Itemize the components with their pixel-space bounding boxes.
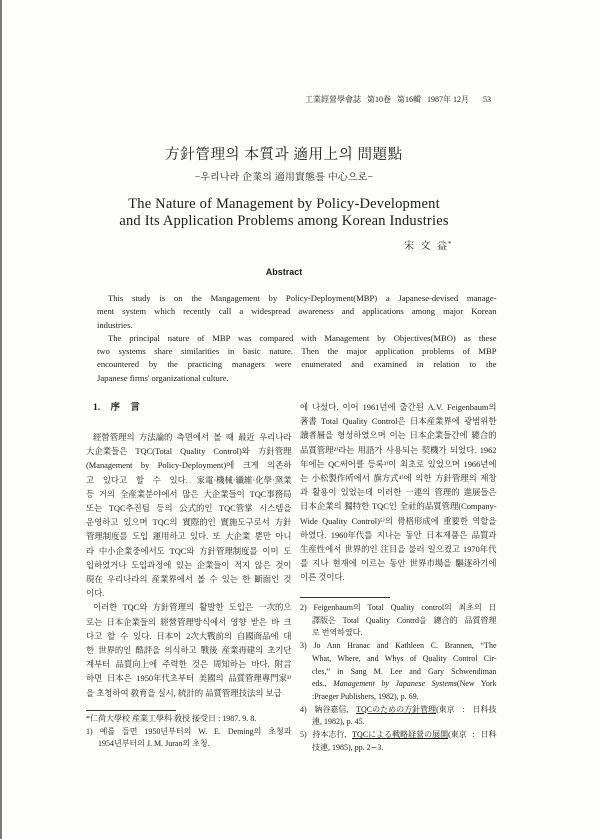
line-text: 또는 TQC추진팀 등의 公式的인 TQC管掌 시스템을: [86, 504, 292, 514]
english-title: [60, 196, 508, 230]
line-text: 1) 예를 들면 1950년부터의 W. E. Deming의 초청과: [86, 726, 292, 736]
line-text: 계부터 品質向上에 주력한 것은 周知하는 바다. 附言: [86, 660, 292, 670]
text-line: [86, 545, 292, 559]
text-line: [312, 666, 497, 679]
paragraph: [300, 401, 497, 586]
line-text: 大企業들은 TQC(Total Quality Control)와 方針管理: [86, 447, 292, 457]
line-text: 管理制度를 도입 運用하고 있다. 또 大企業 뿐만 아니: [86, 532, 292, 542]
line-text: 입하였거나 도입과정에 있는 企業들이 적지 않은 것이: [86, 560, 292, 570]
line-text: 이른 것이다.: [300, 573, 345, 583]
text-line: [312, 653, 497, 666]
text-line: [86, 530, 292, 544]
text-line: [312, 691, 497, 704]
text-line: [98, 738, 292, 751]
line-text: 1954년부터의 J. M. Juran의 초청.: [98, 739, 210, 749]
journal-issue: 第16輯: [397, 95, 421, 104]
line-text: 生産性에서 世界的인 注目을 불러 일으켰고 1970年代: [300, 545, 497, 555]
text-line: [300, 602, 497, 615]
scan-edge: [0, 0, 2, 839]
text-line: [300, 515, 497, 529]
author-name: 宋 文 益: [404, 241, 447, 252]
line-text: 에 나섰다. 이어 1961년에 출간된 A.V. Feigenbaum의: [300, 403, 497, 412]
footnote: [300, 602, 497, 640]
text-line: [86, 559, 292, 573]
english-title-line: The Nature of Management by Policy-Development: [128, 196, 440, 212]
text-segment: (東京 : 日科: [448, 730, 497, 740]
footnote: [300, 729, 497, 754]
abstract-paragraph: [97, 332, 497, 385]
abstract-body: [97, 292, 497, 385]
text-line: [86, 516, 292, 530]
text-line: [300, 571, 497, 585]
text-line: [86, 474, 292, 488]
text-line: [300, 444, 497, 458]
text-line: [93, 601, 292, 615]
line-text: [300, 730, 496, 739]
text-line: [97, 345, 497, 358]
text-line: [86, 587, 292, 601]
paragraph: [86, 601, 292, 700]
line-text: 운영하고 있으며 TQC의 實際的인 實施도구로서 方針: [86, 518, 292, 528]
text-line: [300, 704, 497, 717]
text-line: [300, 458, 497, 472]
line-text: 日本企業의 獨特한 TQC인 全社的品質管理(Company-: [300, 502, 497, 512]
text-segment: 4) 納谷嘉信,: [300, 704, 357, 714]
line-text: This study is on the Mangagement by Policy-Deployment(MBP) a Japanese-devised manage-: [108, 293, 497, 303]
text-line: [86, 687, 292, 701]
text-segment: TQCのための方針管理: [356, 704, 437, 714]
text-line: [86, 658, 292, 672]
text-segment: TQCによる戦略経營の展開: [352, 730, 449, 740]
line-text: 하면 日本은 1950年代초부터 美國의 品質管理專門家¹⁾: [86, 674, 292, 684]
journal-volume: 第10卷: [367, 95, 391, 104]
line-text: What, Where, and Whys of Quality Control Cir-: [312, 653, 497, 663]
text-line: [300, 500, 497, 514]
line-text: encountered by the practicing managers were enumerated and examined in relation to the: [97, 359, 497, 370]
line-text: two systems share similarities in basic nature. Then the major application problems of MBP: [97, 346, 497, 357]
line-text: The principal nature of MBP was compared with Management by Objectives(MBO) as these: [108, 332, 497, 343]
line-text: 經營管理의 方法論的 측면에서 볼 때 最近 우리나라: [93, 433, 292, 442]
text-line: [300, 401, 497, 415]
text-line: [300, 429, 497, 443]
text-line: [312, 716, 497, 729]
author: [404, 237, 452, 254]
text-line: [108, 292, 497, 305]
line-text: industries.: [97, 319, 133, 330]
line-text: cles,” in Sang M. Lee and Gary Schwendiman: [312, 666, 497, 676]
abstract-paragraph: [97, 292, 497, 332]
text-segment: 5) 持本志行,: [300, 730, 353, 740]
text-line: [300, 472, 497, 486]
paper-title: 方針管理의 本質과 適用上의 問題點: [165, 147, 403, 163]
line-text: [312, 679, 497, 688]
line-text: (Management by Policy-Deployment)에 크게 의존하: [86, 461, 292, 471]
line-text: 로는 日本企業들의 經營管理방식에서 영향 받은 바 크: [86, 617, 292, 627]
line-text: 年에는 QC써어클 등록³⁾이 최초로 있었으며 1966년에: [300, 459, 497, 469]
line-text: 讀者層을 형성하였으며 이는 日本企業들간에 總合的: [300, 431, 497, 441]
footnote: [86, 726, 292, 751]
line-text: ment system which recently call a widespread awareness and applications among major Korean: [97, 306, 497, 317]
line-text: 는 小松製作所에서 旗方式⁴⁾에 의한 方針管理의 제창: [300, 474, 497, 484]
abstract-heading: Abstract: [265, 267, 303, 277]
text-line: [312, 627, 497, 640]
author-footnote-mark: *: [448, 240, 452, 248]
text-line: [300, 415, 497, 429]
right-column-text: [300, 401, 497, 586]
text-line: [86, 488, 292, 502]
footnote-rule: [86, 710, 176, 711]
line-text: 등 거의 全産業분야에서 많은 大企業들이 TQC事務局: [86, 489, 292, 499]
left-column-footnotes: [86, 713, 292, 751]
section-title: 序 言: [110, 403, 140, 413]
footnote: [300, 640, 497, 704]
text-segment: eds.,: [312, 679, 334, 689]
text-segment: Management by Japanese Systems: [333, 679, 457, 689]
section-number: 1.: [93, 403, 101, 413]
line-text: 2) Feigenbaum의 Total Quality control의 최초의 日: [300, 603, 497, 612]
line-text: 을 초청하여 敎育을 실시, 統計的 品質管理技法의 보급: [86, 688, 282, 698]
line-text: 이러한 TQC와 方針管理의 활발한 도입은 一次的으: [93, 603, 292, 613]
text-segment: (東京 : 日科技: [436, 704, 497, 714]
paper-subtitle: −우리나라 企業의 適用實態를 中心으로−: [194, 172, 374, 183]
line-text: 라 中小企業중에서도 TQC와 方針管理制度를 이미 도: [86, 546, 292, 556]
line-text: 한 世界的인 酷評을 의식하고 戰後 産業再建의 초기단: [86, 646, 292, 656]
footnote-rule: [300, 597, 390, 598]
text-line: [86, 726, 292, 739]
text-line: [86, 445, 292, 459]
journal-name: 工業經營學會誌: [305, 95, 361, 104]
line-text: 이다.: [86, 589, 105, 599]
text-line: [86, 459, 292, 473]
text-line: [97, 305, 497, 318]
paragraph: [86, 431, 292, 601]
footnote: [86, 713, 292, 726]
footnote: [300, 704, 497, 729]
english-title-line: and Its Application Problems among Korean Industries: [119, 213, 449, 229]
text-line: [312, 678, 497, 691]
line-text: :Praeger Publishers, 1982), p. 69.: [312, 691, 419, 701]
line-text: 하였다. 1960年代를 지나는 동안 日本제품은 品質과: [300, 530, 497, 540]
text-line: [97, 372, 497, 385]
text-line: [300, 729, 497, 742]
line-text: 다고 할 수 있다. 日本이 2次大戰前의 自國商品에 대: [86, 631, 292, 641]
text-line: [300, 529, 497, 543]
text-line: [108, 332, 497, 345]
text-line: [312, 615, 497, 628]
text-line: [312, 742, 497, 755]
text-line: [300, 557, 497, 571]
text-line: [97, 319, 497, 332]
running-header: [290, 95, 491, 105]
text-line: [86, 573, 292, 587]
text-line: [300, 640, 497, 653]
text-line: [86, 616, 292, 630]
line-text: 고 있다고 할 수 있다. 家電·機械·纖維·化學·窯業: [86, 475, 292, 485]
text-segment: (New York: [456, 679, 497, 689]
text-line: [86, 644, 292, 658]
line-text: 著書 Total Quality Control은 日本産業界에 광범위한: [300, 417, 497, 427]
line-text: 連, 1982), p. 45.: [312, 717, 365, 727]
page-number: 53: [483, 95, 491, 104]
text-line: [86, 713, 292, 726]
text-line: [300, 543, 497, 557]
line-text: 를 지나 현재에 이르는 동안 世界市場을 驅逐하기에: [300, 559, 497, 569]
line-text: [300, 705, 496, 714]
text-line: [300, 486, 497, 500]
line-text: 3) Jo Ann Hranac and Kathleen C. Brannen, “The: [300, 641, 497, 651]
line-text: 品質管理²⁾라는 用語가 사용되는 契機가 되었다. 1962: [300, 445, 497, 455]
line-text: 과 활용이 있었는데 이러한 一連의 管理的 進展들은: [300, 488, 497, 498]
section-heading: [93, 402, 140, 414]
line-text: *仁荷大學校 産業工學科 敎授 接受日 : 1987. 9. 8.: [86, 714, 257, 723]
line-text: 現在 우리나라의 産業界에서 볼 수 있는 한 斷面인 것: [86, 575, 292, 585]
text-line: [86, 630, 292, 644]
line-text: 技連, 1985), pp. 2∼3.: [312, 742, 384, 752]
line-text: Japanese firms' organizational culture.: [97, 372, 229, 383]
text-line: [86, 672, 292, 686]
publication-date: 1987年 12月: [427, 95, 469, 104]
left-column-text: [86, 431, 292, 701]
line-text: Wide Quality Control)⁵⁾의 骨格形成에 重要한 역할을: [300, 516, 497, 526]
line-text: 로 번역하였다.: [312, 628, 363, 638]
text-line: [86, 502, 292, 516]
text-line: [93, 431, 292, 445]
line-text: 譯版은 Total Quality Contrd을 總合的 品質管理: [312, 615, 497, 625]
text-line: [97, 358, 497, 371]
right-column-footnotes: [300, 602, 497, 754]
